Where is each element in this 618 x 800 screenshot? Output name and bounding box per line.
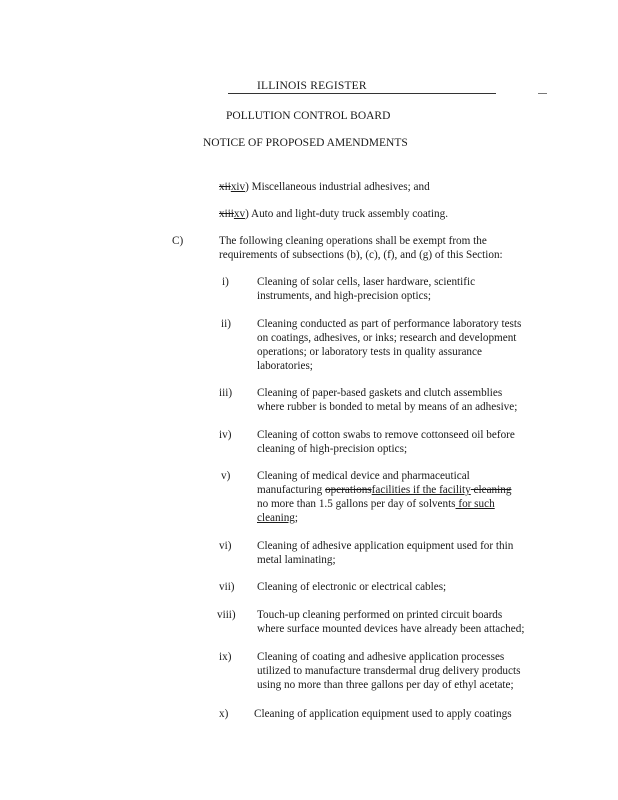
item-text: ) Auto and light-duty truck assembly coating. [245,208,449,220]
notice-title: NOTICE OF PROPOSED AMENDMENTS [203,137,408,149]
item-text: ) Miscellaneous industrial adhesives; and [245,181,430,193]
section-c-line-1: The following cleaning operations shall be exempt from the [219,235,487,247]
item-number: i) [222,276,229,288]
board-name: POLLUTION CONTROL BOARD [226,110,391,122]
item-line: cleaning of high-precision optics; [257,443,408,455]
item-number: vi) [219,540,232,552]
item-line-amended [257,497,495,511]
item-line: on coatings, adhesives, or inks; research and development [257,332,517,344]
item-number: ix) [219,651,232,663]
item-line: Cleaning conducted as part of performance laboratory tests [257,318,522,330]
item-line: metal laminating; [257,554,336,566]
item-number: v) [221,470,231,482]
header-rule [228,93,496,94]
item-line: Touch-up cleaning performed on printed circuit boards [257,609,503,621]
struck-text: xiii [219,208,234,220]
item-number: iii) [219,387,233,399]
item-line: operations; or laboratory tests in quality assurance [257,346,482,358]
item-line: Cleaning of application equipment used to apply coatings [254,708,512,720]
item-text: manufacturing [257,484,326,496]
item-line: using no more than three gallons per day of ethyl acetate; [257,679,514,691]
item-line-amended [257,483,511,497]
item-number: ii) [221,318,231,330]
struck-text: operations [325,484,372,496]
item-number: viii) [217,609,236,621]
item-number: x) [219,708,229,720]
item-number: iv) [219,429,232,441]
item-text: no more than 1.5 gallons per day of solvents [257,498,456,510]
item-line: where rubber is bonded to metal by means of an adhesive; [257,401,518,413]
added-text: for such [455,498,495,510]
added-text: xv [233,208,246,220]
item-line: Cleaning of adhesive application equipment used for thin [257,540,514,552]
item-line: Cleaning of medical device and pharmaceutical [257,470,470,482]
struck-text: xii [219,181,231,193]
intro-item-xiv [219,180,430,194]
item-line: utilized to manufacture transdermal drug delivery products [257,665,521,677]
added-text: cleaning [257,512,295,524]
item-line: laboratories; [257,360,313,372]
item-line: Cleaning of solar cells, laser hardware, scientific [257,276,476,288]
item-line: Cleaning of paper-based gaskets and clutch assemblies [257,387,503,399]
item-text: ; [294,512,299,524]
header-rule-end [538,93,547,94]
item-line-amended [257,511,298,525]
item-line: where surface mounted devices have already been attached; [257,623,525,635]
struck-text: cleaning [470,484,512,496]
item-line: instruments, and high-precision optics; [257,290,432,302]
item-line: Cleaning of cotton swabs to remove cottonseed oil before [257,429,515,441]
item-line: Cleaning of electronic or electrical cables; [257,581,447,593]
item-line: Cleaning of coating and adhesive application processes [257,651,505,663]
added-text: xiv [230,181,246,193]
register-title: ILLINOIS REGISTER [257,80,367,92]
section-c-label: C) [172,235,184,247]
item-number: vii) [219,581,235,593]
intro-item-xv [219,207,448,221]
section-c-line-2: requirements of subsections (b), (c), (f), and (g) of this Section: [219,249,503,261]
added-text: facilities if the facility [371,484,471,496]
